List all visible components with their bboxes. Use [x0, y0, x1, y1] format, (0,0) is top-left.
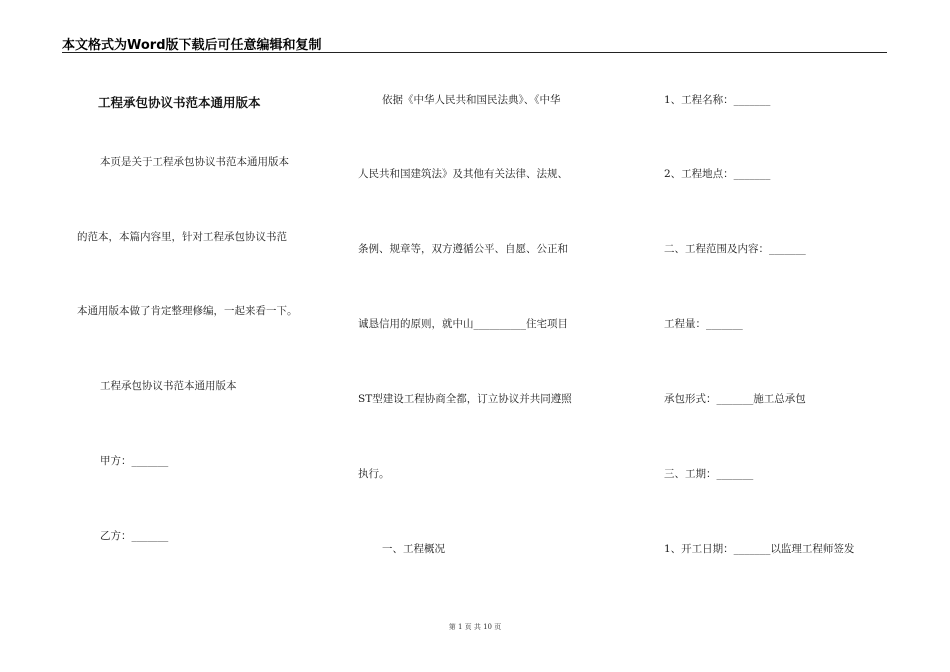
clause-line: 工程量：_______ — [664, 318, 743, 330]
section-heading: 二、工程范围及内容：_______ — [664, 243, 806, 255]
header-divider — [62, 52, 887, 53]
paragraph-line: 执行。 — [358, 468, 390, 480]
page-number: 第 1 页 共 10 页 — [448, 623, 502, 631]
paragraph-line: 条例、规章等，双方遵循公平、自愿、公正和 — [358, 243, 568, 255]
section-heading: 工程承包协议书范本通用版本 — [100, 380, 237, 392]
clause-line: 1、开工日期：_______以监理工程师签发 — [664, 543, 855, 555]
clause-line: 1、工程名称：_______ — [664, 94, 771, 106]
paragraph-line: 诚恳信用的原则，就中山__________住宅项目 — [358, 318, 568, 330]
section-heading: 一、工程概况 — [382, 543, 445, 555]
party-a-line: 甲方：_______ — [100, 455, 169, 467]
paragraph-line: 人民共和国建筑法》及其他有关法律、法规、 — [358, 168, 568, 180]
paragraph-line: ST型建设工程协商全都，订立协议并共同遵照 — [358, 393, 572, 405]
paragraph-line: 依据《中华人民共和国民法典》、《中华 — [382, 94, 561, 106]
paragraph-line: 本通用版本做了肯定整理修编，一起来看一下。 — [77, 305, 298, 317]
section-heading: 三、工期：_______ — [664, 468, 754, 480]
clause-line: 2、工程地点：_______ — [664, 168, 771, 180]
paragraph-line: 的范本，本篇内容里，针对工程承包协议书范 — [77, 231, 287, 243]
party-b-line: 乙方：_______ — [100, 530, 169, 542]
paragraph-line: 本页是关于工程承包协议书范本通用版本 — [100, 156, 289, 168]
header-title: 本文格式为Word版下载后可任意编辑和复制 — [62, 38, 322, 53]
document-title: 工程承包协议书范本通用版本 — [98, 95, 261, 110]
clause-line: 承包形式：_______施工总承包 — [664, 393, 806, 405]
